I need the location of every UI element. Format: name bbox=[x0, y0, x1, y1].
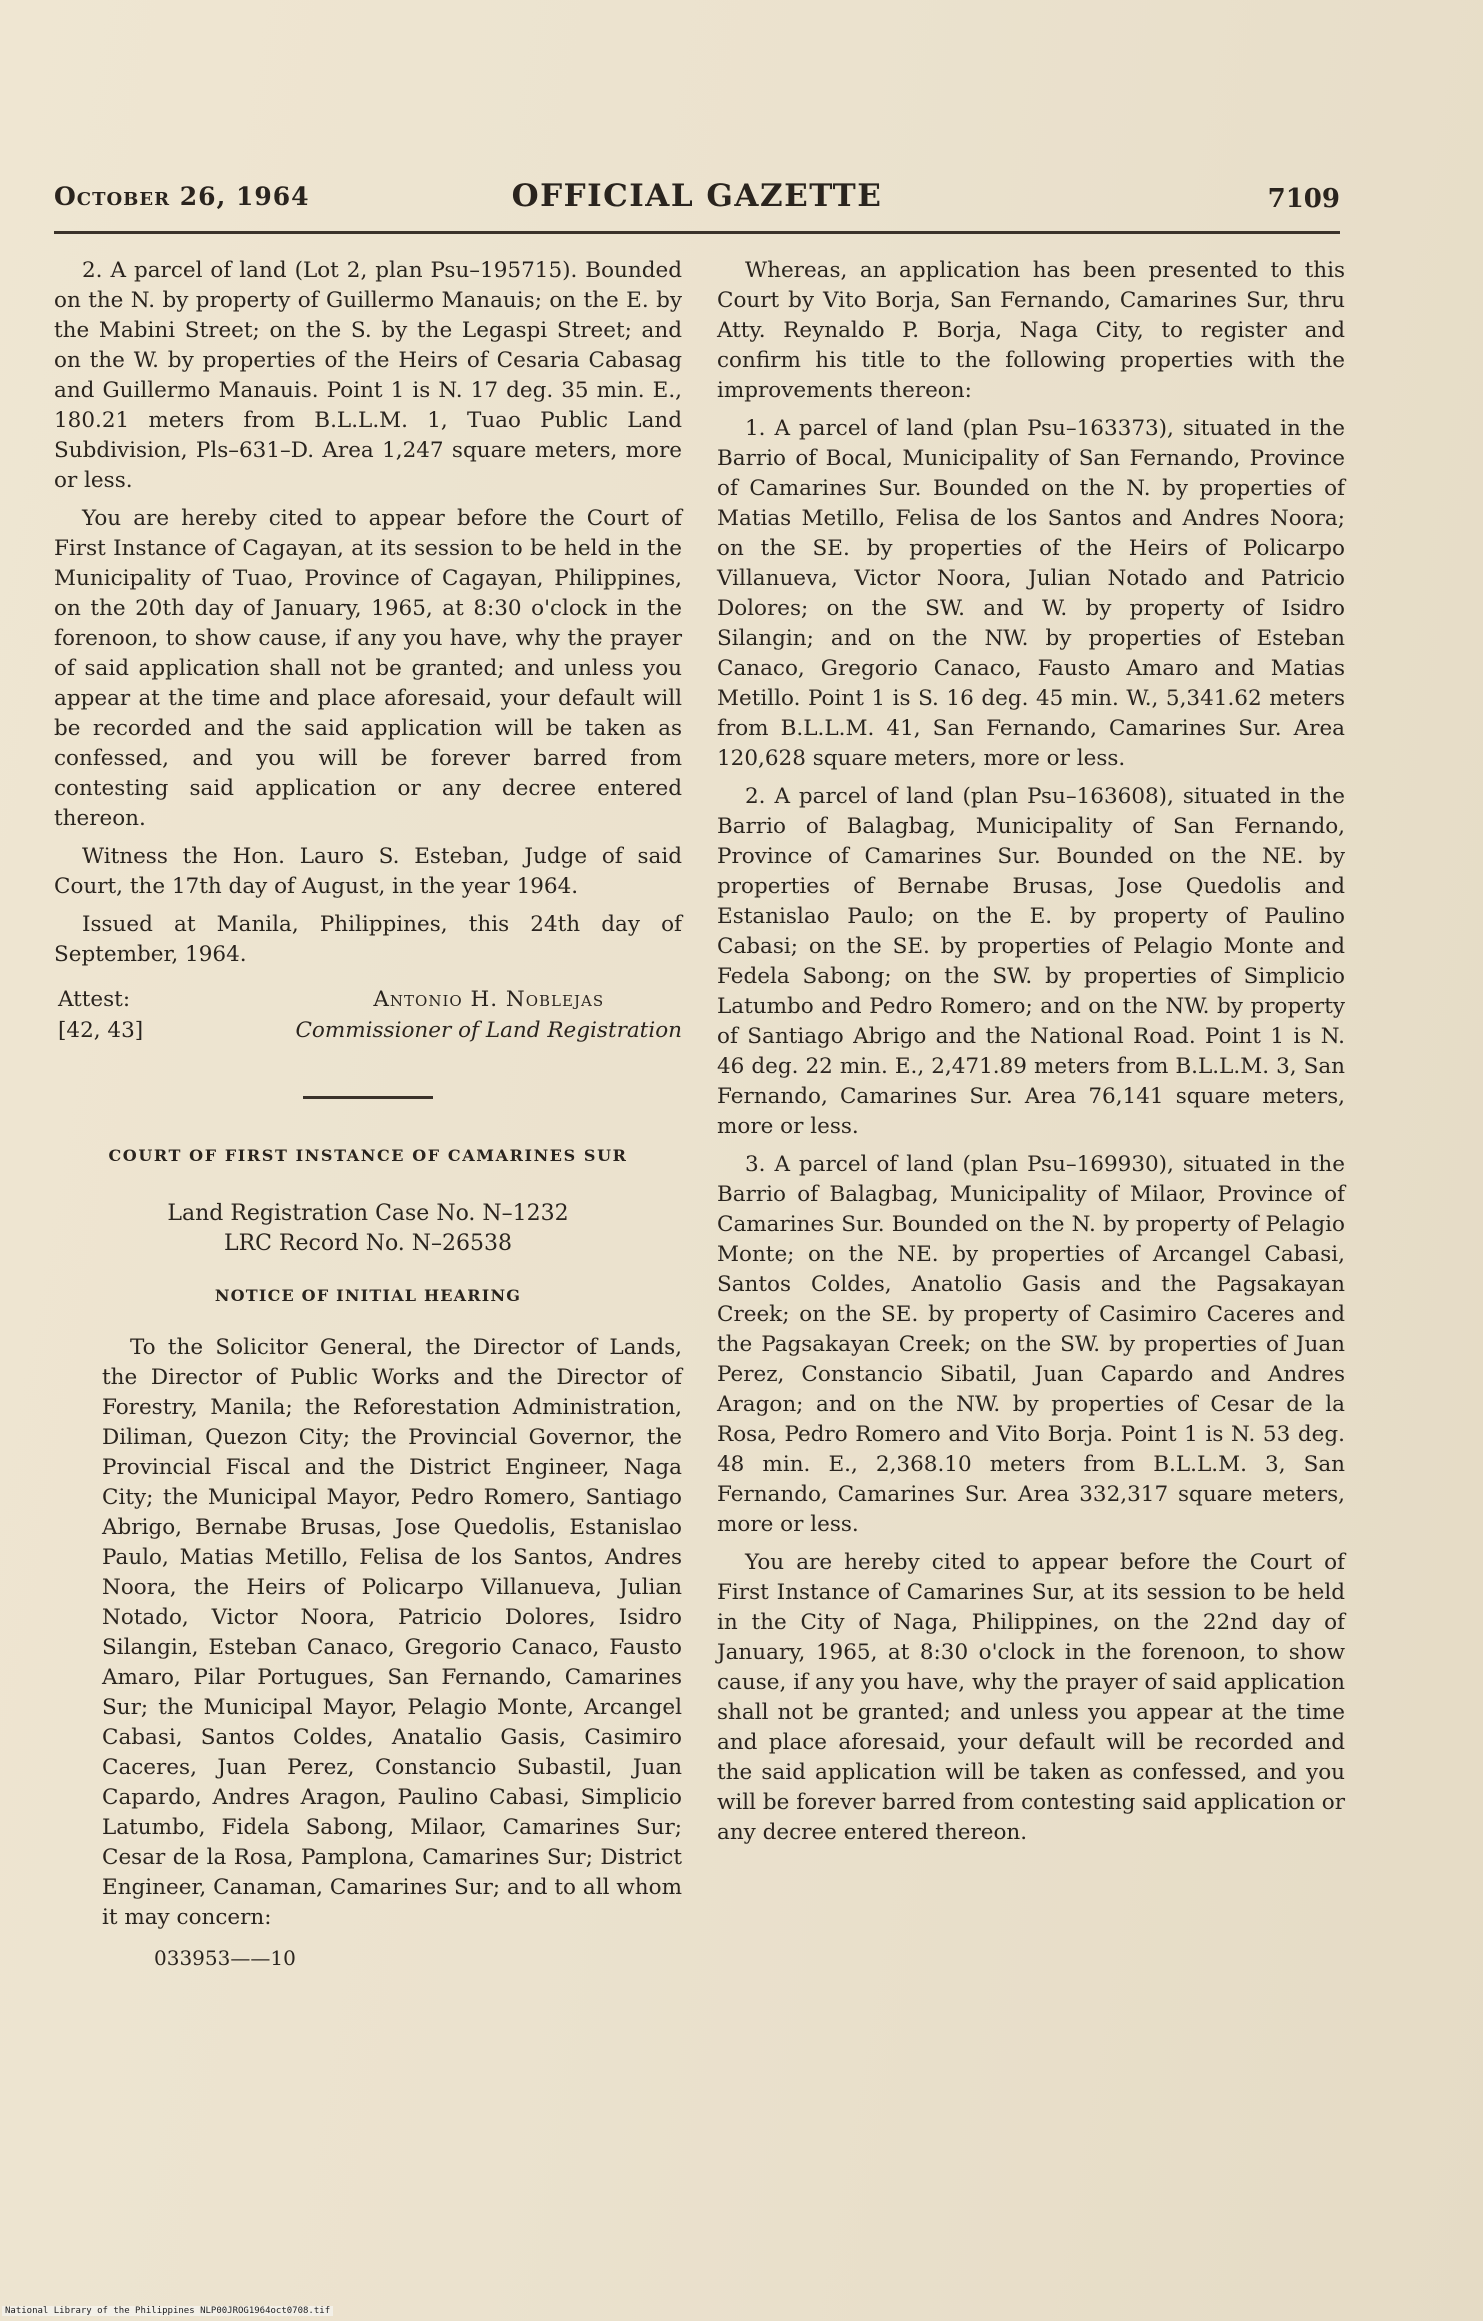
parcel-paragraph: 1. A parcel of land (plan Psu–163373), situated in the Barrio of Bocal, Municipality of San Fernando, Province of Camarines Sur. Bounded on the N. by properties of Matias Metillo, Felisa de los Santos and Andres Noora; on the SE. by properties of the Heirs of Policarpo Villanueva, Victor Noora, Julian Notado and Patricio Dolores; on the SW. and W. by property of Isidro Silangin; and on the NW. by properties of Esteban Canaco, Gregorio Canaco, Fausto Amaro and Matias Metillo. Point 1 is S. 16 deg. 45 min. W., 5,341.62 meters from B.L.L.M. 41, San Fernando, Camarines Sur. Area 120,628 square meters, more or less. bbox=[717, 416, 1345, 771]
issue-date: October 26, 1964 bbox=[54, 182, 310, 211]
addressees-paragraph: To the Solicitor General, the Director of Lands, the Director of Public Works and the Director of Forestry, Manila; the Reforestation Administration, Diliman, Quezon City; the Provincial Governor, the Provincial Fiscal and the District Engineer, Naga City; the Municipal Mayor, Pedro Romero, Santiago Abrigo, Bernabe Brusas, Jose Quedolis, Estanislao Paulo, Matias Metillo, Felisa de los Santos, Andres Noora, the Heirs of Policarpo Villanueva, Julian Notado, Victor Noora, Patricio Dolores, Isidro Silangin, Esteban Canaco, Gregorio Canaco, Fausto Amaro, Pilar Portugues, San Fernando, Camarines Sur; the Municipal Mayor, Pelagio Monte, Arcangel Cabasi, Santos Coldes, Anatalio Gasis, Casimiro Caceres, Juan Perez, Constancio Subastil, Juan Capardo, Andres Aragon, Paulino Cabasi, Simplicio Latumbo, Fidela Sabong, Milaor, Camarines Sur; Cesar de la Rosa, Pamplona, Camarines Sur; District Engineer, Canaman, Camarines Sur; and to all whom it may concern: bbox=[102, 1335, 682, 1930]
section-divider bbox=[303, 1096, 433, 1099]
parcel-paragraph: 3. A parcel of land (plan Psu–169930), situated in the Barrio of Balagbag, Municipality of Milaor, Province of Camarines Sur. Bounded on the N. by property of Pelagio Monte; on the NE. by properties of Arcangel Cabasi, Santos Coldes, Anatolio Gasis and the Pagsakayan Creek; on the SE. by property of Casimiro Caceres and the Pagsakayan Creek; on the SW. by properties of Juan Perez, Constancio Sibatil, Juan Capardo and Andres Aragon; and on the NW. by properties of Cesar de la Rosa, Pedro Romero and Vito Borja. Point 1 is N. 53 deg. 48 min. E., 2,368.10 meters from B.L.L.M. 3, San Fernando, Camarines Sur. Area 332,317 square meters, more or less. bbox=[717, 1152, 1345, 1537]
attest-label: Attest: bbox=[58, 987, 131, 1012]
attest-office: Commissioner of Land Registration bbox=[295, 1018, 682, 1043]
parcel-paragraph: 2. A parcel of land (plan Psu–163608), situated in the Barrio of Balagbag, Municipality of San Fernando, Province of Camarines Sur. Bounded on the NE. by properties of Bernabe Brusas, Jose Quedolis and Estanislao Paulo; on the E. by property of Paulino Cabasi; on the SE. by properties of Pelagio Monte and Fedela Sabong; on the SW. by properties of Simplicio Latumbo and Pedro Romero; and on the NW. by property of Santiago Abrigo and the National Road. Point 1 is N. 46 deg. 22 min. E., 2,471.89 meters from B.L.L.M. 3, San Fernando, Camarines Sur. Area 76,141 square meters, more or less. bbox=[717, 784, 1345, 1139]
left-column bbox=[54, 256, 682, 1973]
parcel-paragraph: 2. A parcel of land (Lot 2, plan Psu–195715). Bounded on the N. by property of Guillermo Manauis; on the E. by the Mabini Street; on the S. by the Legaspi Street; and on the W. by properties of the Heirs of Cesaria Cabasag and Guillermo Manauis. Point 1 is N. 17 deg. 35 min. E., 180.21 meters from B.L.L.M. 1, Tuao Public Land Subdivision, Pls–631–D. Area 1,247 square meters, more or less. bbox=[54, 258, 682, 493]
citation-paragraph: You are hereby cited to appear before the Court of First Instance of Camarines Sur, at its session to be held in the City of Naga, Philippines, on the 22nd day of January, 1965, at 8:30 o'clock in the forenoon, to show cause, if any you have, why the prayer of said application shall not be granted; and unless you appear at the time and place aforesaid, your default will be recorded and the said application will be taken as confessed, and you will be forever barred from contesting said application or any decree entered thereon. bbox=[717, 1550, 1345, 1845]
citation-paragraph: You are hereby cited to appear before the Court of First Instance of Cagayan, at its session to be held in the Municipality of Tuao, Province of Cagayan, Philippines, on the 20th day of January, 1965, at 8:30 o'clock in the forenoon, to show cause, if any you have, why the prayer of said application shall not be granted; and unless you appear at the time and place aforesaid, your default will be recorded and the said application will be taken as confessed, and you will be forever barred from contesting said application or any decree entered thereon. bbox=[54, 506, 682, 831]
court-heading: COURT OF FIRST INSTANCE OF CAMARINES SUR bbox=[108, 1146, 628, 1165]
issued-paragraph: Issued at Manila, Philippines, this 24th day of September, 1964. bbox=[54, 912, 682, 967]
witness-paragraph: Witness the Hon. Lauro S. Esteban, Judge of said Court, the 17th day of August, in the year 1964. bbox=[54, 844, 682, 899]
attest-block bbox=[58, 984, 682, 1046]
scan-footer: National Library of the Philippines NLP00JROG1964oct0708.tif bbox=[2, 2306, 333, 2316]
case-number: Land Registration Case No. N–1232 bbox=[167, 1201, 569, 1226]
notice-heading: NOTICE OF INITIAL HEARING bbox=[214, 1286, 522, 1305]
publication-title: OFFICIAL GAZETTE bbox=[511, 178, 883, 214]
lrc-record: LRC Record No. N–26538 bbox=[223, 1231, 513, 1256]
attest-reference: [42, 43] bbox=[58, 1018, 144, 1043]
page-header bbox=[54, 174, 1340, 224]
page-number: 7109 bbox=[1267, 184, 1340, 214]
right-column bbox=[717, 256, 1345, 1856]
document-code: 033953——10 bbox=[154, 1946, 296, 1970]
header-rule bbox=[54, 231, 1340, 234]
application-paragraph: Whereas, an application has been presented to this Court by Vito Borja, San Fernando, Camarines Sur, thru Atty. Reynaldo P. Borja, Naga City, to register and confirm his title to the following properties with the improvements thereon: bbox=[717, 258, 1345, 403]
attest-name: Antonio H. Noblejas bbox=[373, 987, 605, 1012]
